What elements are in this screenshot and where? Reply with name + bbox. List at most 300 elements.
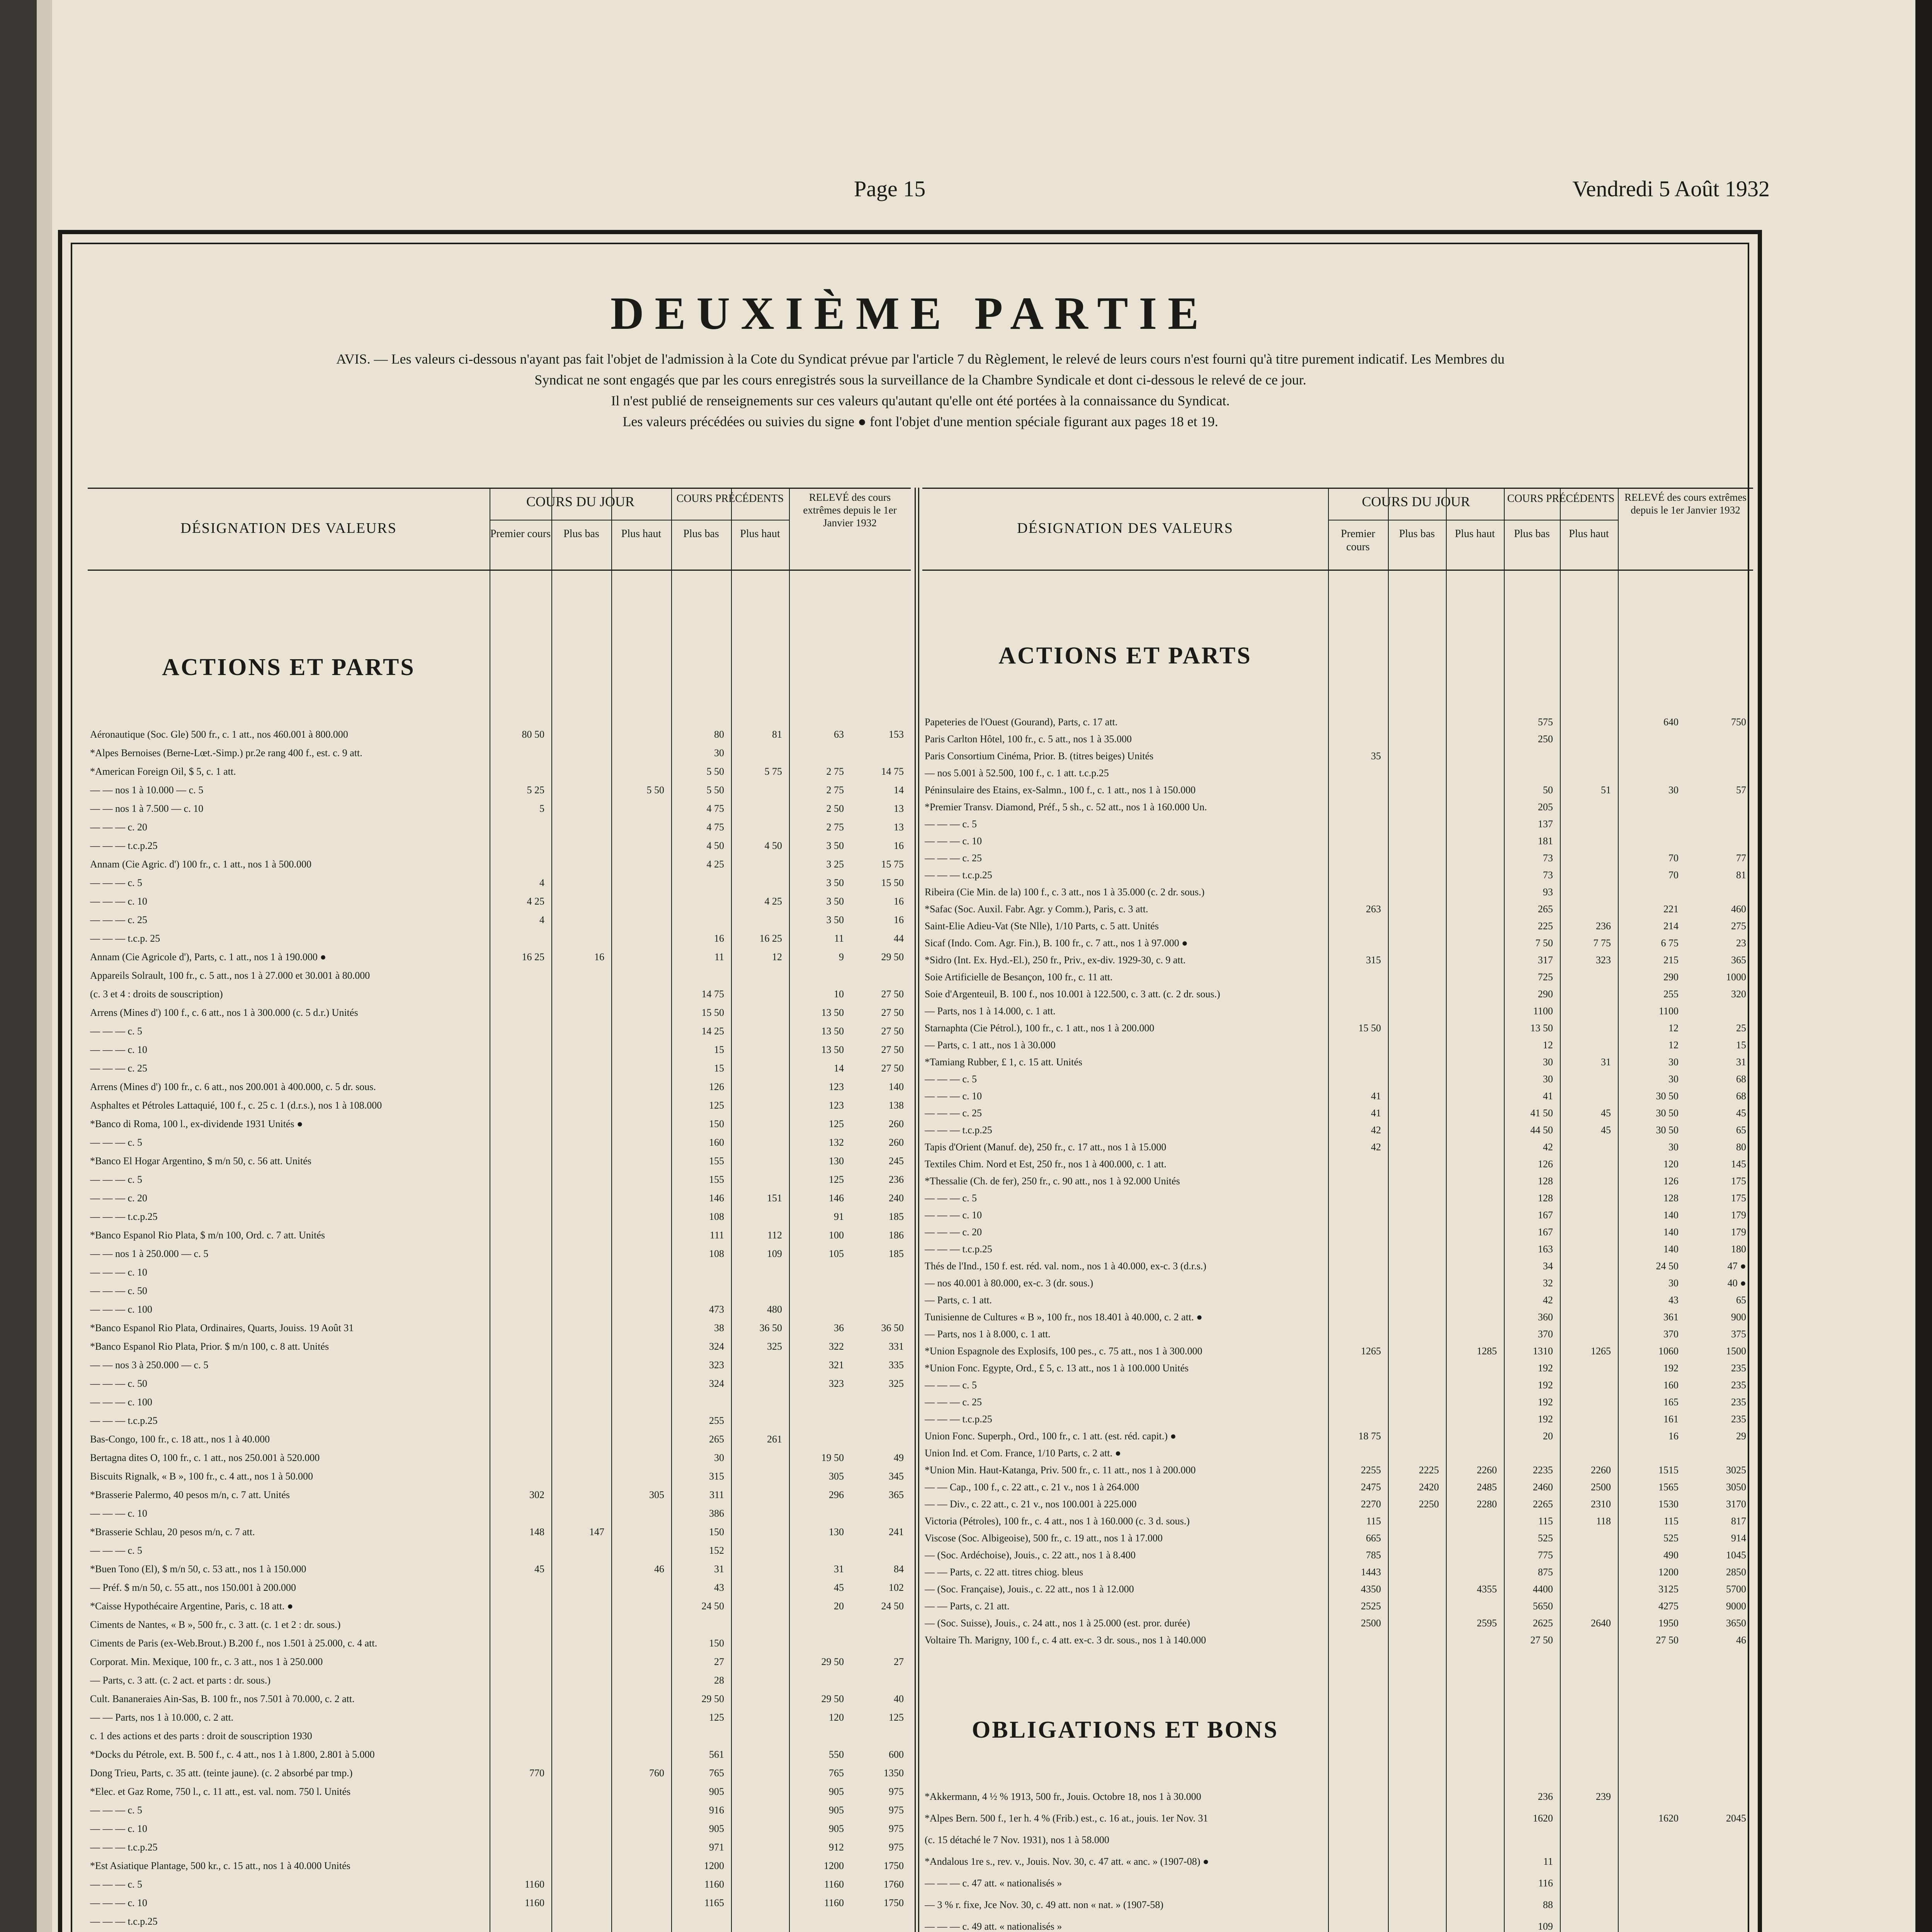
cell-prec-bas: 1165 [704, 1897, 724, 1908]
cell-rel-b: 153 [889, 729, 904, 740]
cell-rel-a: 1160 [824, 1897, 844, 1908]
security-name: Ciments de Paris (ex-Web.Brout.) B.200 f., nos 1.501 à 25.000, c. 4 att. [90, 1638, 378, 1649]
table-row [88, 1393, 911, 1412]
cell-prec-bas: 236 [1538, 1791, 1553, 1802]
cell-rel-a: 125 [829, 1174, 844, 1185]
table-row [922, 1003, 1753, 1020]
security-name: — (Soc. Ardéchoise), Jouis., c. 22 att., nos 1 à 8.400 [925, 1549, 1136, 1561]
cell-prec-bas: 126 [709, 1081, 724, 1092]
cell-rel-b: 241 [889, 1526, 904, 1537]
table-row [88, 1300, 911, 1319]
cell-rel-b: 36 50 [881, 1322, 904, 1333]
table-row [88, 1653, 911, 1671]
cell-prec-bas: 4 75 [706, 803, 724, 814]
security-name: — nos 40.001 à 80.000, ex-c. 3 (dr. sous.) [925, 1277, 1094, 1289]
cell-rel-b: 15 75 [881, 859, 904, 870]
table-row [88, 1337, 911, 1356]
table-row [88, 1282, 911, 1300]
cell-rel-a: 1200 [1658, 1566, 1679, 1578]
cell-prec-haut: 45 [1601, 1124, 1611, 1136]
cell-rel-b: 31 [1736, 1056, 1746, 1068]
security-name: — — — t.c.p.25 [90, 840, 158, 851]
table-row [88, 1708, 911, 1727]
cell-rel-a: 30 50 [1656, 1124, 1679, 1136]
security-name: (c. 3 et 4 : droits de souscription) [90, 988, 223, 1000]
cell-premier: 770 [529, 1767, 544, 1779]
cell-rel-b: 57 [1736, 784, 1746, 796]
cell-prec-bas: 4 25 [706, 859, 724, 870]
cell-rel-a: 165 [1663, 1396, 1679, 1408]
security-name: Papeteries de l'Ouest (Gourand), Parts, c. 17 att. [925, 716, 1118, 728]
page-binding-shadow [0, 0, 37, 1932]
cell-rel-a: 30 [1668, 1056, 1679, 1068]
table-row [88, 1838, 911, 1857]
security-name: *Alpes Bernoises (Berne-Lœt.-Simp.) pr.2e rang 400 f., est. c. 9 att. [90, 747, 362, 759]
cell-rel-a: 9 [839, 951, 844, 963]
cell-premier: 15 50 [1358, 1022, 1381, 1034]
cell-rel-b: 23 [1736, 937, 1746, 949]
table-row [88, 1430, 911, 1449]
cell-rel-b: 16 [894, 914, 904, 925]
cell-rel-a: 321 [829, 1359, 844, 1371]
cell-rel-b: 27 [894, 1656, 904, 1667]
notice-line-4: Les valeurs précédées ou suivies du signe ● font l'objet d'une mention spéciale figurant aux pages 18 et 19. [622, 414, 1218, 429]
security-name: — — — c. 20 [90, 1192, 148, 1204]
table-row [88, 1541, 911, 1560]
table-row [922, 1088, 1753, 1105]
cell-rel-a: 31 [834, 1563, 844, 1575]
table-row [922, 1224, 1753, 1241]
security-name: Arrens (Mines d') 100 f., c. 6 att., nos 1 à 300.000 (c. 5 d.r.) Unités [90, 1007, 358, 1018]
table-row [922, 1894, 1753, 1916]
cell-prec-bas: 12 [1543, 1039, 1553, 1051]
security-name: — — — c. 100 [90, 1304, 153, 1315]
table-row [88, 1857, 911, 1875]
table-row [922, 1275, 1753, 1292]
cell-rel-a: 221 [1663, 903, 1679, 915]
cell-prec-haut: 2310 [1591, 1498, 1611, 1510]
cell-haut: 46 [654, 1563, 664, 1575]
security-name: — — Cap., 100 f., c. 22 att., c. 21 v., nos 1 à 264.000 [925, 1481, 1139, 1493]
security-name: — Préf. $ m/n 50, c. 55 att., nos 150.001 à 200.000 [90, 1582, 296, 1593]
security-name: — — — c. 50 [90, 1378, 148, 1389]
cell-prec-haut: 112 [767, 1230, 782, 1241]
security-name: — — — t.c.p.25 [90, 1415, 158, 1426]
cell-rel-a: 3 50 [826, 877, 844, 888]
cell-prec-bas: 150 [709, 1118, 724, 1129]
table-row [922, 1071, 1753, 1088]
cell-prec-bas: 15 [714, 1063, 724, 1074]
cell-rel-b: 331 [889, 1341, 904, 1352]
table-row [922, 1428, 1753, 1445]
cell-prec-haut: 2260 [1591, 1464, 1611, 1476]
security-name: — — — c. 20 [90, 821, 148, 833]
table-row [88, 1449, 911, 1467]
table-row [88, 1801, 911, 1820]
security-name: Annam (Cie Agricole d'), Parts, c. 1 att., nos 1 à 190.000 ● [90, 951, 327, 963]
cell-premier: 80 50 [522, 729, 544, 740]
cell-rel-a: 3 25 [826, 859, 844, 870]
table-row [922, 1343, 1753, 1360]
cell-prec-bas: 725 [1538, 971, 1553, 983]
cell-prec-bas: 386 [709, 1508, 724, 1519]
table-row [922, 1292, 1753, 1309]
cell-rel-a: 6 75 [1661, 937, 1679, 949]
cell-premier: 785 [1366, 1549, 1381, 1561]
cell-premier: 41 [1371, 1090, 1381, 1102]
cell-rel-b: 40 ● [1727, 1277, 1746, 1289]
cell-premier: 16 25 [522, 951, 544, 963]
col-header-cours-du-jour: COURS DU JOUR [526, 494, 635, 509]
cell-prec-bas: 1620 [1533, 1813, 1553, 1824]
cell-haut: 5 50 [646, 784, 664, 796]
cell-rel-a: 30 [1668, 1277, 1679, 1289]
cell-rel-b: 65 [1736, 1124, 1746, 1136]
cell-rel-b: 235 [1731, 1396, 1746, 1408]
security-name: — — — c. 10 [90, 1897, 148, 1908]
cell-rel-b: 235 [1731, 1379, 1746, 1391]
security-name: — Parts, c. 1 att. [925, 1294, 992, 1306]
cell-rel-b: 1000 [1726, 971, 1746, 983]
cell-premier: 302 [529, 1489, 544, 1500]
security-name: — — Parts, c. 21 att. [925, 1600, 1010, 1612]
security-name: *Akkermann, 4 ½ % 1913, 500 fr., Jouis. Octobre 18, nos 1 à 30.000 [925, 1791, 1201, 1802]
cell-prec-bas: 150 [709, 1526, 724, 1537]
security-name: — — — c. 25 [90, 914, 148, 925]
cell-premier: 1160 [524, 1897, 544, 1908]
table-row [88, 1727, 911, 1745]
cell-premier: 42 [1371, 1141, 1381, 1153]
cell-prec-bas: 32 [1543, 1277, 1553, 1289]
security-name: Cult. Bananeraies Ain-Sas, B. 100 fr., nos 7.501 à 70.000, c. 2 att. [90, 1693, 355, 1704]
cell-prec-haut: 81 [772, 729, 782, 740]
table-row [922, 765, 1753, 782]
cell-prec-bas: 50 [1543, 784, 1553, 796]
cell-prec-bas: 41 50 [1530, 1107, 1553, 1119]
cell-premier: 2500 [1361, 1617, 1381, 1629]
security-name: — — — c. 20 [925, 1226, 982, 1238]
cell-premier: 665 [1366, 1532, 1381, 1544]
cell-rel-b: 1045 [1726, 1549, 1746, 1561]
cell-rel-b: 975 [889, 1823, 904, 1834]
table-row [88, 1467, 911, 1486]
cell-prec-bas: 192 [1538, 1379, 1553, 1391]
cell-prec-bas: 108 [709, 1211, 724, 1222]
cell-rel-b: 13 [894, 821, 904, 833]
cell-prec-haut: 480 [767, 1304, 782, 1315]
cell-rel-a: 1530 [1658, 1498, 1679, 1510]
cell-prec-bas: 875 [1538, 1566, 1553, 1578]
cell-rel-b: 14 75 [881, 766, 904, 777]
security-name: — — nos 1 à 7.500 — c. 10 [90, 803, 204, 814]
security-name: *Union Espagnole des Explosifs, 100 pes., c. 75 att., nos 1 à 300.000 [925, 1345, 1202, 1357]
cell-prec-haut: 323 [1596, 954, 1611, 966]
table-row [88, 1634, 911, 1653]
table-row [88, 1412, 911, 1430]
cell-prec-bas: 128 [1538, 1175, 1553, 1187]
security-name: — — — t.c.p.25 [925, 1413, 992, 1425]
cell-rel-a: 100 [829, 1230, 844, 1241]
security-name: — — — c. 10 [925, 1209, 982, 1221]
table-row [88, 911, 911, 929]
table-row [922, 1445, 1753, 1462]
cell-rel-b: 138 [889, 1100, 904, 1111]
security-name: *Caisse Hypothécaire Argentine, Paris, c. 18 att. ● [90, 1600, 293, 1612]
table-row [88, 1096, 911, 1115]
cell-prec-bas: 73 [1543, 869, 1553, 881]
cell-rel-b: 102 [889, 1582, 904, 1593]
cell-prec-haut: 239 [1596, 1791, 1611, 1802]
cell-rel-b: 40 [894, 1693, 904, 1704]
cell-rel-a: 20 [834, 1600, 844, 1612]
table-row [88, 1894, 911, 1912]
security-name: *Banco di Roma, 100 l., ex-dividende 1931 Unités ● [90, 1118, 303, 1129]
cell-rel-a: 323 [829, 1378, 844, 1389]
cell-prec-bas: 44 50 [1530, 1124, 1553, 1136]
security-name: *Premier Transv. Diamond, Préf., 5 sh., c. 52 att., nos 1 à 160.000 Un. [925, 801, 1207, 813]
cell-rel-b: 27 50 [881, 988, 904, 1000]
security-name: — — nos 3 à 250.000 — c. 5 [90, 1359, 209, 1371]
table-row [922, 1241, 1753, 1258]
table-row [88, 1764, 911, 1782]
table-row [922, 1020, 1753, 1037]
security-name: — — — t.c.p.25 [90, 1211, 158, 1222]
cell-prec-haut: 2500 [1591, 1481, 1611, 1493]
cell-premier: 2255 [1361, 1464, 1381, 1476]
cell-prec-bas: 34 [1543, 1260, 1553, 1272]
cell-prec-haut: 16 25 [759, 933, 782, 944]
cell-prec-haut: 1265 [1591, 1345, 1611, 1357]
cell-rel-a: 4275 [1658, 1600, 1679, 1612]
security-name: Corporat. Min. Mexique, 100 fr., c. 3 att., nos 1 à 250.000 [90, 1656, 323, 1667]
cell-prec-bas: 29 50 [701, 1693, 724, 1704]
cell-prec-bas: 905 [709, 1823, 724, 1834]
table-row [922, 1808, 1753, 1829]
cell-rel-b: 80 [1736, 1141, 1746, 1153]
table-row [922, 1829, 1753, 1851]
cell-rel-a: 296 [829, 1489, 844, 1500]
cell-rel-a: 192 [1663, 1362, 1679, 1374]
cell-rel-b: 335 [889, 1359, 904, 1371]
table-row [88, 1263, 911, 1282]
table-row [922, 1496, 1753, 1513]
cell-premier: 1265 [1361, 1345, 1381, 1357]
security-name: — — — c. 5 [925, 1379, 977, 1391]
table-row [88, 818, 911, 837]
cell-prec-bas: 30 [1543, 1073, 1553, 1085]
security-name: — — Parts, c. 22 att. titres chiog. bleus [925, 1566, 1083, 1578]
security-name: *Est Asiatique Plantage, 500 kr., c. 15 att., nos 1 à 40.000 Unités [90, 1860, 350, 1871]
table-row [922, 1054, 1753, 1071]
table-row [922, 1513, 1753, 1530]
right-rows-actions [922, 714, 1753, 1649]
cell-rel-a: 905 [829, 1804, 844, 1816]
left-rows [88, 725, 911, 1932]
security-name: Bertagna dites O, 100 fr., c. 1 att., nos 250.001 à 520.000 [90, 1452, 320, 1463]
column-divider [915, 488, 919, 1932]
table-row [88, 1041, 911, 1059]
cell-prec-haut: 236 [1596, 920, 1611, 932]
cell-prec-bas: 317 [1538, 954, 1553, 966]
security-name: — Parts, nos 1 à 14.000, c. 1 att. [925, 1005, 1056, 1017]
cell-premier: 45 [534, 1563, 544, 1575]
security-name: — — — c. 25 [925, 1107, 982, 1119]
cell-rel-a: 322 [829, 1341, 844, 1352]
security-name: — — — c. 5 [90, 1026, 143, 1037]
cell-premier: 4 25 [527, 896, 544, 907]
security-name: Union Fonc. Superph., Ord., 100 fr., c. 1 att. (est. réd. capit.) ● [925, 1430, 1177, 1442]
cell-prec-bas: 41 [1543, 1090, 1553, 1102]
cell-prec-bas: 4 75 [706, 821, 724, 833]
cell-prec-bas: 14 25 [701, 1026, 724, 1037]
cell-prec-bas: 152 [709, 1545, 724, 1556]
cell-prec-bas: 561 [709, 1749, 724, 1760]
security-name: — — — c. 47 att. « nationalisés » [925, 1878, 1062, 1889]
cell-rel-b: 900 [1731, 1311, 1746, 1323]
col-header-plus-haut-r: Plus haut [1455, 528, 1495, 540]
cell-prec-bas: 575 [1538, 716, 1553, 728]
cell-rel-b: 77 [1736, 852, 1746, 864]
table-row [922, 731, 1753, 748]
security-name: Voltaire Th. Marigny, 100 f., c. 4 att. ex-c. 3 dr. sous., nos 1 à 140.000 [925, 1634, 1206, 1646]
cell-rel-a: 123 [829, 1100, 844, 1111]
cell-rel-a: 2 50 [826, 803, 844, 814]
security-name: *Brasserie Palermo, 40 pesos m/n, c. 7 att. Unités [90, 1489, 290, 1500]
cell-prec-bas: 1200 [704, 1860, 724, 1871]
security-name: Dong Trieu, Parts, c. 35 att. (teinte jaune). (c. 2 absorbé par tmp.) [90, 1767, 353, 1779]
cell-rel-a: 161 [1663, 1413, 1679, 1425]
cell-prec-haut: 36 50 [759, 1322, 782, 1333]
cell-rel-b: 185 [889, 1211, 904, 1222]
cell-rel-a: 24 50 [1656, 1260, 1679, 1272]
cell-rel-a: 765 [829, 1767, 844, 1779]
cell-prec-bas: 765 [709, 1767, 724, 1779]
cell-rel-b: 175 [1731, 1192, 1746, 1204]
cell-prec-bas: 5 50 [706, 784, 724, 796]
cell-prec-bas: 360 [1538, 1311, 1553, 1323]
security-name: *Brasserie Schlau, 20 pesos m/n, c. 7 att. [90, 1526, 255, 1537]
cell-prec-bas: 192 [1538, 1413, 1553, 1425]
cell-prec-bas: 20 [1543, 1430, 1553, 1442]
cell-rel-b: 186 [889, 1230, 904, 1241]
security-name: — — — c. 10 [925, 1090, 982, 1102]
security-name: — — — c. 5 [90, 877, 143, 888]
table-row [922, 1139, 1753, 1156]
cell-rel-b: 46 [1736, 1634, 1746, 1646]
cell-rel-a: 128 [1663, 1192, 1679, 1204]
col-header-designation-r: DÉSIGNATION DES VALEURS [1017, 520, 1233, 536]
cell-prec-bas: 323 [709, 1359, 724, 1371]
col-header-prec-bas-r: Plus bas [1514, 528, 1550, 540]
table-row [88, 892, 911, 911]
security-name: — — — c. 25 [925, 852, 982, 864]
cell-prec-bas: 11 [714, 951, 724, 963]
page-frame [58, 230, 1762, 1932]
security-name: *Elec. et Gaz Rome, 750 l., c. 11 att., est. val. nom. 750 l. Unités [90, 1786, 351, 1797]
cell-prec-bas: 43 [714, 1582, 724, 1593]
cell-rel-a: 16 [1668, 1430, 1679, 1442]
right-section-title-2: OBLIGATIONS ET BONS [972, 1717, 1279, 1743]
table-row [922, 1411, 1753, 1428]
table-row [922, 1394, 1753, 1411]
security-name: — 3 % r. fixe, Jce Nov. 30, c. 49 att. non « nat. » (1907-58) [925, 1899, 1163, 1910]
cell-rel-b: 1760 [884, 1879, 904, 1890]
table-row [88, 1374, 911, 1393]
security-name: — — — c. 25 [925, 1396, 982, 1408]
cell-prec-bas: 88 [1543, 1899, 1553, 1910]
cell-rel-a: 490 [1663, 1549, 1679, 1561]
table-row [922, 1462, 1753, 1479]
cell-prec-bas: 255 [709, 1415, 724, 1426]
cell-prec-bas: 167 [1538, 1226, 1553, 1238]
security-name: Viscose (Soc. Albigeoise), 500 fr., c. 19 att., nos 1 à 17.000 [925, 1532, 1163, 1544]
cell-rel-b: 29 [1736, 1430, 1746, 1442]
security-name: — — — c. 10 [90, 1267, 148, 1278]
security-name: — — — c. 49 att. « nationalisés » [925, 1921, 1062, 1932]
cell-haut: 4355 [1477, 1583, 1497, 1595]
notice-line-1: AVIS. — Les valeurs ci-dessous n'ayant pas fait l'objet de l'admission à la Cote du Syndicat prévue par l'article 7 du Règlement, le relevé de leurs cours n'est fourni qu'à titre purement indicatif. Les Membres du [336, 351, 1505, 367]
cell-prec-haut: 51 [1601, 784, 1611, 796]
table-row [88, 1059, 911, 1078]
cell-rel-b: 175 [1731, 1175, 1746, 1187]
cell-prec-bas: 1100 [1533, 1005, 1553, 1017]
table-row [88, 1078, 911, 1096]
cell-prec-bas: 225 [1538, 920, 1553, 932]
table-row [88, 1022, 911, 1041]
cell-rel-b: 179 [1731, 1226, 1746, 1238]
col-header-releve: RELEVÉ des cours extrêmes depuis le 1er Janvier 1932 [803, 492, 897, 529]
cell-prec-bas: 905 [709, 1786, 724, 1797]
cell-prec-bas: 971 [709, 1842, 724, 1853]
cell-rel-b: 1350 [884, 1767, 904, 1779]
cell-rel-a: 3125 [1658, 1583, 1679, 1595]
cell-rel-b: 179 [1731, 1209, 1746, 1221]
security-name: c. 1 des actions et des parts : droit de souscription 1930 [90, 1730, 312, 1742]
cell-rel-b: 2850 [1726, 1566, 1746, 1578]
security-name: Asphaltes et Pétroles Lattaquié, 100 f., c. 25 c. 1 (d.r.s.), nos 1 à 108.000 [90, 1100, 382, 1111]
table-row [922, 969, 1753, 986]
cell-prec-bas: 15 50 [701, 1007, 724, 1018]
table-row [922, 884, 1753, 901]
cell-rel-a: 290 [1663, 971, 1679, 983]
table-row [922, 1156, 1753, 1173]
security-name: — — Parts, nos 1 à 10.000, c. 2 att. [90, 1712, 234, 1723]
col-header-cours-precedents: COURS PRÉCÉDENTS [676, 493, 784, 505]
table-row [88, 929, 911, 948]
cell-premier: 2270 [1361, 1498, 1381, 1510]
cell-prec-bas: 2460 [1533, 1481, 1553, 1493]
part-title: DEUXIÈME PARTIE [610, 287, 1210, 339]
cell-rel-b: 44 [894, 933, 904, 944]
cell-rel-a: 30 [1668, 1141, 1679, 1153]
col-header-plus-haut: Plus haut [621, 528, 662, 540]
cell-prec-bas: 38 [714, 1322, 724, 1333]
cell-rel-a: 12 [1668, 1022, 1679, 1034]
cell-bas: 2420 [1419, 1481, 1439, 1493]
table-row [88, 1504, 911, 1523]
table-row [922, 1851, 1753, 1872]
cell-prec-bas: 370 [1538, 1328, 1553, 1340]
cell-prec-bas: 916 [709, 1804, 724, 1816]
left-section-title: ACTIONS ET PARTS [162, 654, 415, 680]
cell-rel-b: 16 [894, 840, 904, 851]
cell-rel-a: 905 [829, 1823, 844, 1834]
cell-prec-haut: 325 [767, 1341, 782, 1352]
cell-rel-b: 68 [1736, 1073, 1746, 1085]
cell-prec-bas: 5 50 [706, 766, 724, 777]
table-row [88, 1356, 911, 1374]
table-row [922, 1309, 1753, 1326]
